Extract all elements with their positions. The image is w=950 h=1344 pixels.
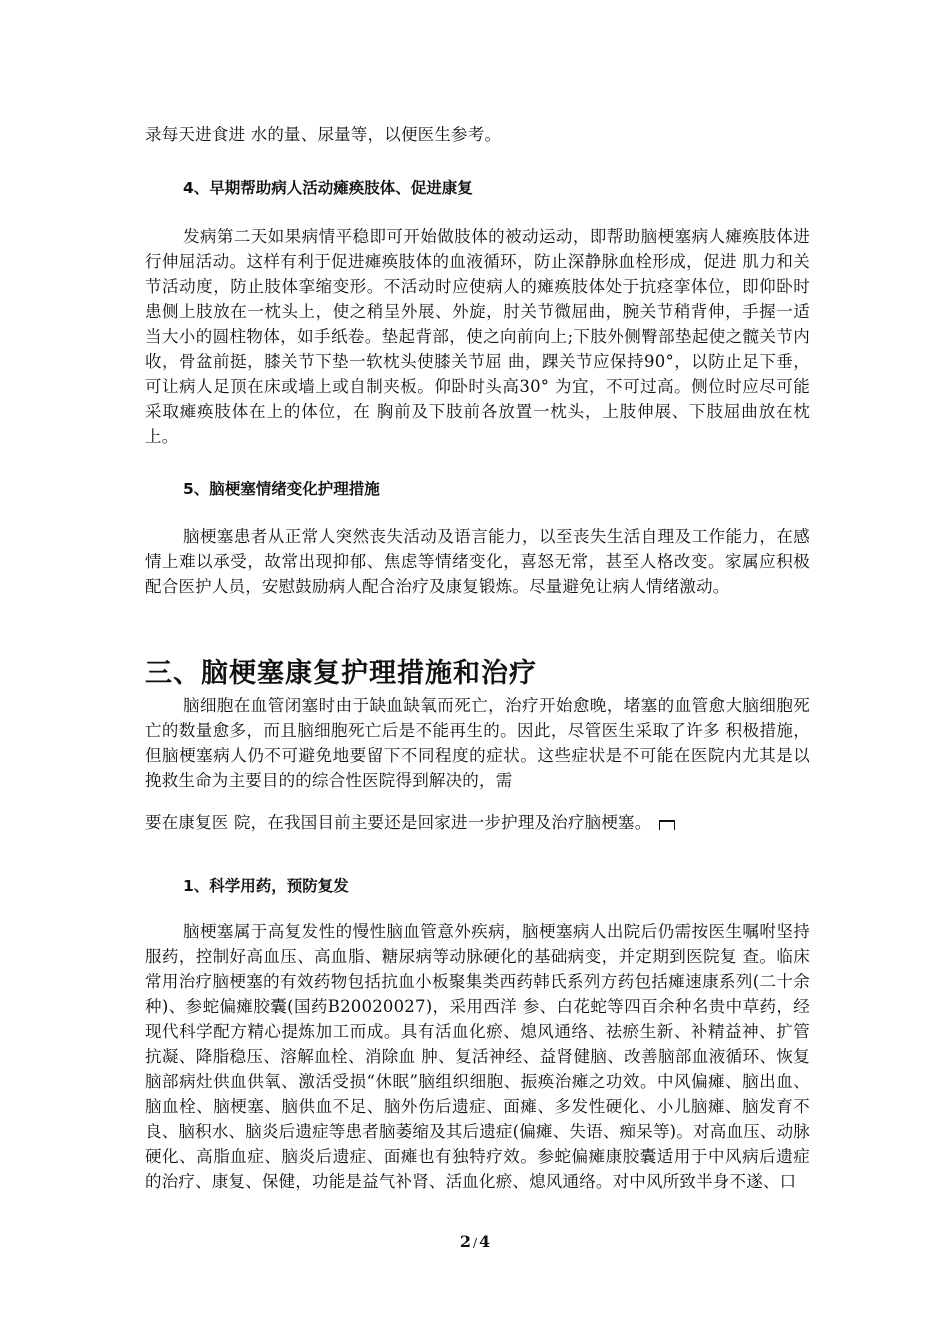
paragraph-continuation: 录每天进食进 水的量、尿量等，以便医生参考。 <box>145 125 502 144</box>
part-3-title: 三、脑梗塞康复护理措施和治疗 <box>145 658 537 689</box>
page-total: 4 <box>479 1232 491 1251</box>
section-heading-4: 4、早期帮助病人活动瘫痪肢体、促进康复 <box>183 179 473 197</box>
return-mark-icon <box>659 820 675 830</box>
part-3-body-end <box>145 810 810 835</box>
section-heading-1: 1、科学用药，预防复发 <box>183 877 349 895</box>
part-3-body: 脑细胞在血管闭塞时由于缺血缺氧而死亡，治疗开始愈晚，堵塞的血管愈大脑细胞死亡的数量愈多，而且脑细胞死亡后是不能再生的。因此，尽管医生采取了许多 积极措施，但脑梗塞病人仍不可避免地要留下不同程度的症状。这些症状是不可能在医院内尤其是以挽救生命为主要目的的综合性医院得到解决的，需 <box>145 696 810 790</box>
page-separator: / <box>472 1236 478 1250</box>
part-3-body-end-text: 要在康复医 院，在我国目前主要还是回家进一步护理及治疗脑梗塞。 <box>145 813 652 832</box>
page-current: 2 <box>459 1232 471 1251</box>
section-heading-5: 5、脑梗塞情绪变化护理措施 <box>183 480 380 498</box>
section-5-body: 脑梗塞患者从正常人突然丧失活动及语言能力，以至丧失生活自理及工作能力，在感情上难以承受，故常出现抑郁、焦虑等情绪变化，喜怒无常，甚至人格改变。家属应积极配合医护人员，安慰鼓励病人配合治疗及康复锻炼。尽量避免让病人情绪激动。 <box>145 527 810 596</box>
section-1-body: 脑梗塞属于高复发性的慢性脑血管意外疾病，脑梗塞病人出院后仍需按医生嘱咐坚持服药，控制好高血压、高血脂、糖尿病等动脉硬化的基础病变，并定期到医院复 查。临床常用治疗脑梗塞的有效药物包括抗血小板聚集类西药韩氏系列方药包括瘫速康系列(二十余种)、参蛇偏瘫胶囊(国药B20020027)，采用西洋 参、白花蛇等四百余种名贵中草药，经现代科学配方精心提炼加工而成。具有活血化瘀、熄风通络、祛瘀生新、补精益神、扩管抗凝、降脂稳压、溶解血栓、消除血 肿、复活神经、益肾健脑、改善脑部血液循环、恢复脑部病灶供血供氧、激活受损“休眠”脑组织细胞、振痪治瘫之功效。中风偏瘫、脑出血、脑血栓、脑梗塞、脑供血不足、脑外伤后遗症、面瘫、多发性硬化、小儿脑瘫、脑发育不良、脑积水、脑炎后遗症等患者脑萎缩及其后遗症(偏瘫、失语、痴呆等)。对高血压、动脉硬化、高脂血症、脑炎后遗症、面瘫也有独特疗效。参蛇偏瘫康胶囊适用于中风病后遗症的治疗、康复、保健，功能是益气补肾、活血化瘀、熄风通络。对中风所致半身不遂、口 <box>145 922 810 1191</box>
section-4-body: 发病第二天如果病情平稳即可开始做肢体的被动运动，即帮助脑梗塞病人瘫痪肢体进行伸屈活动。这样有利于促进瘫痪肢体的血液循环，防止深静脉血栓形成，促进 肌力和关节活动度，防止肢体挛缩变形。不活动时应使病人的瘫痪肢体处于抗痉挛体位，即仰卧时患侧上肢放在一枕头上，使之稍呈外展、外旋，肘关节微屈曲，腕关节稍背伸，手握一适当大小的圆柱物体，如手纸卷。垫起背部，使之向前向上;下肢外侧臀部垫起使之髋关节内收，骨盆前挺，膝关节下垫一软枕头使膝关节屈 曲，踝关节应保持90°，以防止足下垂，可让病人足顶在床或墙上或自制夹板。仰卧时头高30° 为宜，不可过高。侧位时应尽可能采取瘫痪肢体在上的体位，在 胸前及下肢前各放置一枕头，上肢伸展、下肢屈曲放在枕上。 <box>145 227 810 446</box>
page-number <box>0 1232 950 1251</box>
